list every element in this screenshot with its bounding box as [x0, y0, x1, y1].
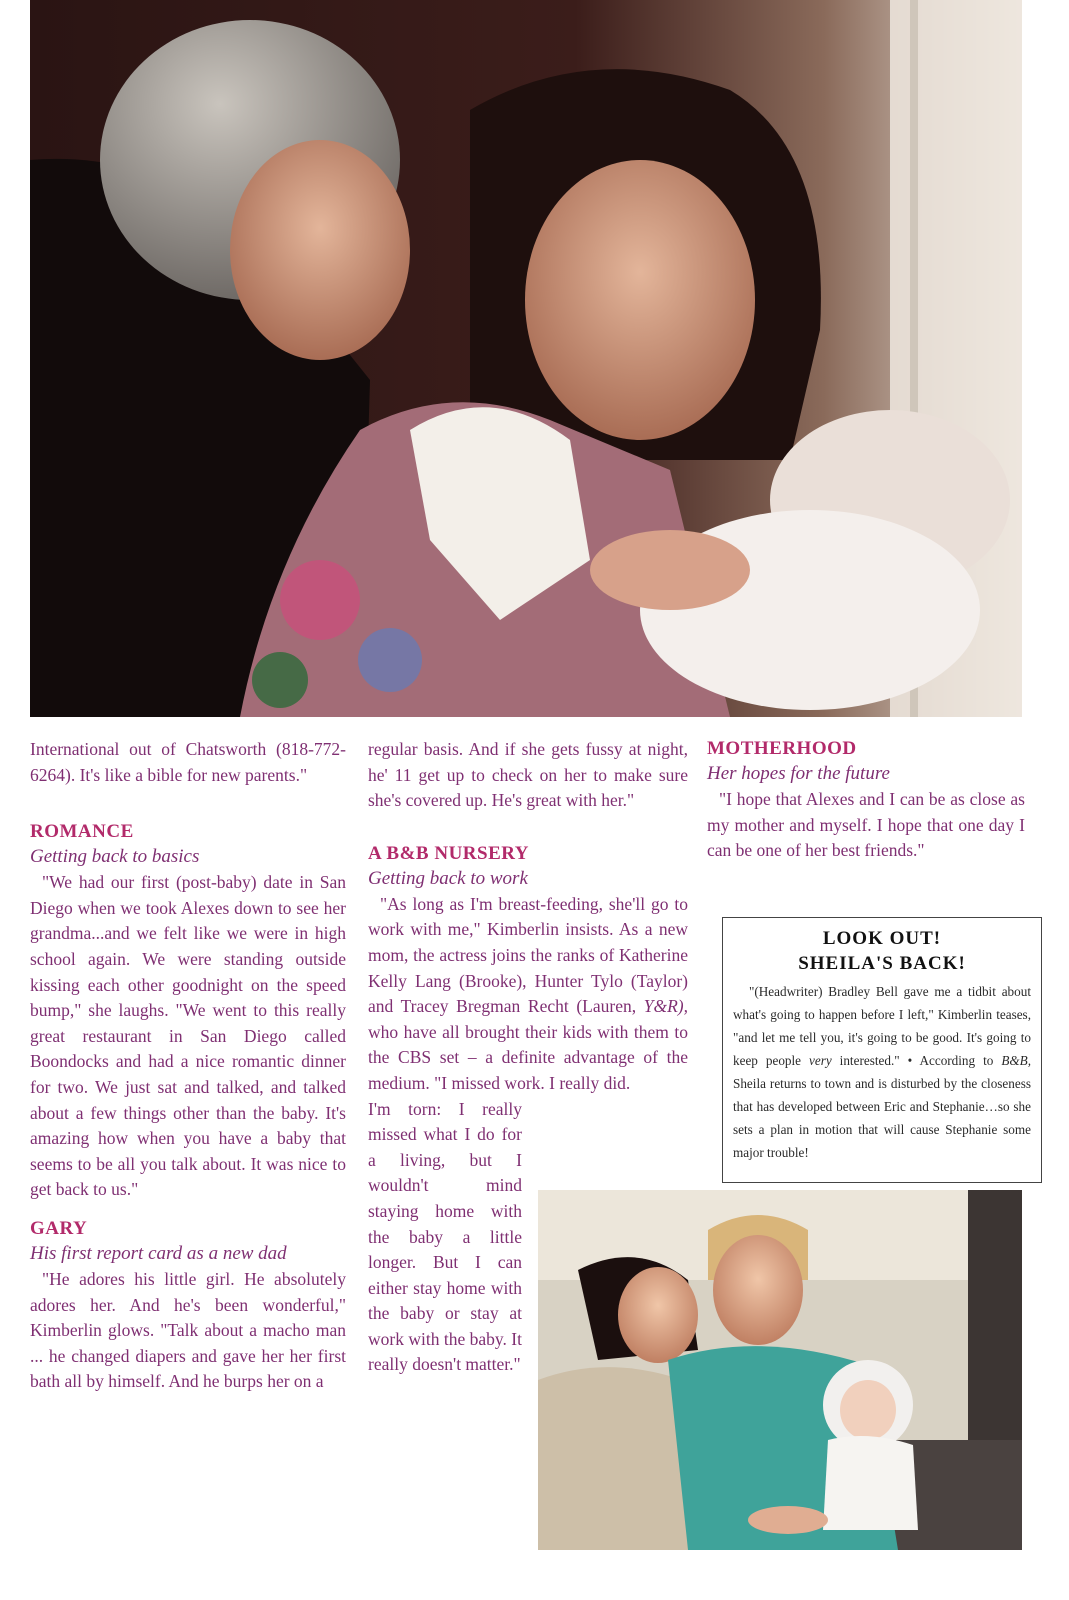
sidebar-title-line1: LOOK OUT! — [822, 928, 942, 949]
sidebar-body-em2: B&B, — [1001, 1053, 1032, 1068]
section-sub-romance: Getting back to basics — [30, 846, 200, 868]
gary-body: "He adores his little girl. He absolutely adores her. And he's been wonderful," Kimberlin glows. "Talk about a macho man ... he changed diapers and gave her her first bath all by himself. And he burps her on a — [30, 1268, 346, 1392]
sidebar-body-a: "(Headwriter) Bradley Bell gave me a tidbit about what's going to happen before I left," Kimberlin teases, "and let me tell you, it's going to be good. It's going to keep people — [733, 984, 1031, 1068]
section-sub-motherhood: Her hopes for the future — [707, 763, 890, 784]
motherhood-body: "I hope that Alexes and I can be as close as my mother and myself. I hope that one day I can be one of her best friends." — [707, 789, 1025, 861]
section-sub-nursery: Getting back to work — [368, 867, 528, 889]
section-head-nursery: A B&B NURSERY — [368, 842, 530, 864]
sidebar-body-em1: very — [809, 1053, 832, 1068]
column-3 — [707, 737, 1025, 864]
sidebar-body-c: Sheila returns to town and is disturbed by the closeness that has developed between Eric and Stephanie…so she sets a plan in motion that will cause Stephanie some major trouble! — [733, 1076, 1031, 1160]
col2-continued-text: regular basis. And if she gets fussy at night, he' 11 get up to check on her to make sure she's covered up. He's great with her." — [368, 739, 688, 811]
sidebar-title-line2: SHEILA'S BACK! — [798, 953, 966, 974]
top-photo-illustration — [30, 0, 1022, 717]
column-1 — [30, 737, 346, 1395]
nursery-body — [368, 892, 688, 1097]
top-photo — [30, 0, 1022, 717]
nursery-body-b: who have all brought their kids with them to the CBS set – a definite advantage of the medium. "I missed work. I really did. — [368, 1021, 688, 1093]
section-head-motherhood: MOTHERHOOD — [707, 738, 857, 759]
section-sub-gary: His first report card as a new dad — [30, 1242, 287, 1264]
sidebar-title — [733, 926, 1031, 976]
nursery-body-a: "As long as I'm breast-feeding, she'll go to work with me," Kimberlin insists. As a new mom, the actress joins the ranks of Katherine Kelly Lang (Brooke), Hunter Tylo (Taylor) and Tracey Bregman Recht (Lauren, — [368, 893, 688, 1017]
nursery-body-em: Y&R), — [643, 996, 688, 1017]
sidebar-box — [722, 917, 1042, 1183]
section-head-gary: GARY — [30, 1217, 88, 1239]
romance-body: "We had our first (post-baby) date in San Diego when we took Alexes down to see her grandma...and we felt like we were in high school again. We were standing outside kissing each other goodnight on the speed bump," she laughs. "We went to this really great restaurant in San Diego called Boondocks and had a nice romantic dinner for two. We just sat and talked, and talked about a few things other than the baby. It's amazing how when you have a baby that seems to be all you talk about. It was nice to get back to us." — [30, 872, 346, 1200]
sidebar-body-b: interested." • According to — [831, 1053, 1002, 1068]
bottom-photo-illustration — [538, 1190, 1022, 1550]
sidebar-body — [733, 980, 1031, 1164]
bottom-photo — [538, 1190, 1022, 1550]
col1-continued-text: International out of Chatsworth (818-772-6264). It's like a bible for new parents." — [30, 739, 346, 785]
section-head-romance: ROMANCE — [30, 821, 134, 843]
nursery-narrow-text: I'm torn: I really missed what I do for a living, but I wouldn't mind staying home with the baby a little longer. But I can either stay home with the baby or stay at work with the baby. It really doesn't matter." — [368, 1098, 522, 1375]
